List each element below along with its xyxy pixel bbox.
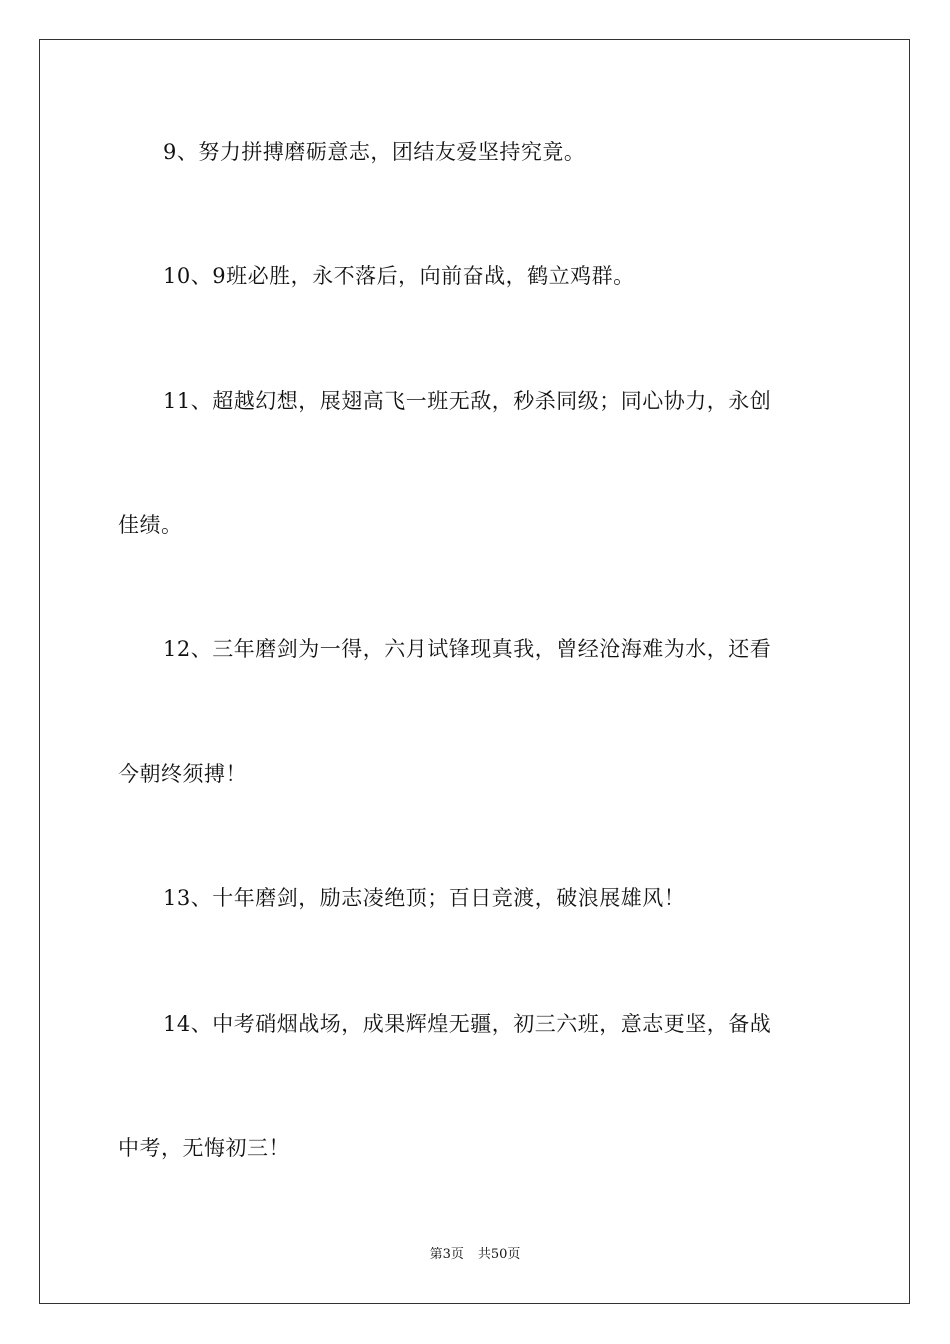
paragraph-line: 14、中考硝烟战场，成果辉煌无疆，初三六班，意志更坚，备战 [163, 1012, 772, 1036]
paragraph-line: 13、十年磨剑，励志凌绝顶；百日竞渡，破浪展雄风！ [163, 886, 686, 910]
paragraph-line: 11、超越幻想，展翅高飞一班无敌，秒杀同级；同心协力，永创 [163, 389, 772, 413]
page-total: 共50页 [477, 1247, 521, 1262]
page-number: 第3页 [429, 1247, 464, 1262]
paragraph-line: 今朝终须搏！ [118, 762, 247, 786]
paragraph-line: 中考，无悔初三！ [118, 1136, 290, 1160]
paragraph-line: 10、9班必胜，永不落后，向前奋战，鹤立鸡群。 [163, 264, 635, 288]
page-footer [0, 1246, 950, 1264]
paragraph-line: 9、努力拼搏磨砺意志，团结友爱坚持究竟。 [163, 140, 586, 164]
page-border [39, 39, 910, 1304]
paragraph-line: 佳绩。 [118, 513, 183, 537]
paragraph-line: 12、三年磨剑为一得，六月试锋现真我，曾经沧海难为水，还看 [163, 637, 772, 661]
